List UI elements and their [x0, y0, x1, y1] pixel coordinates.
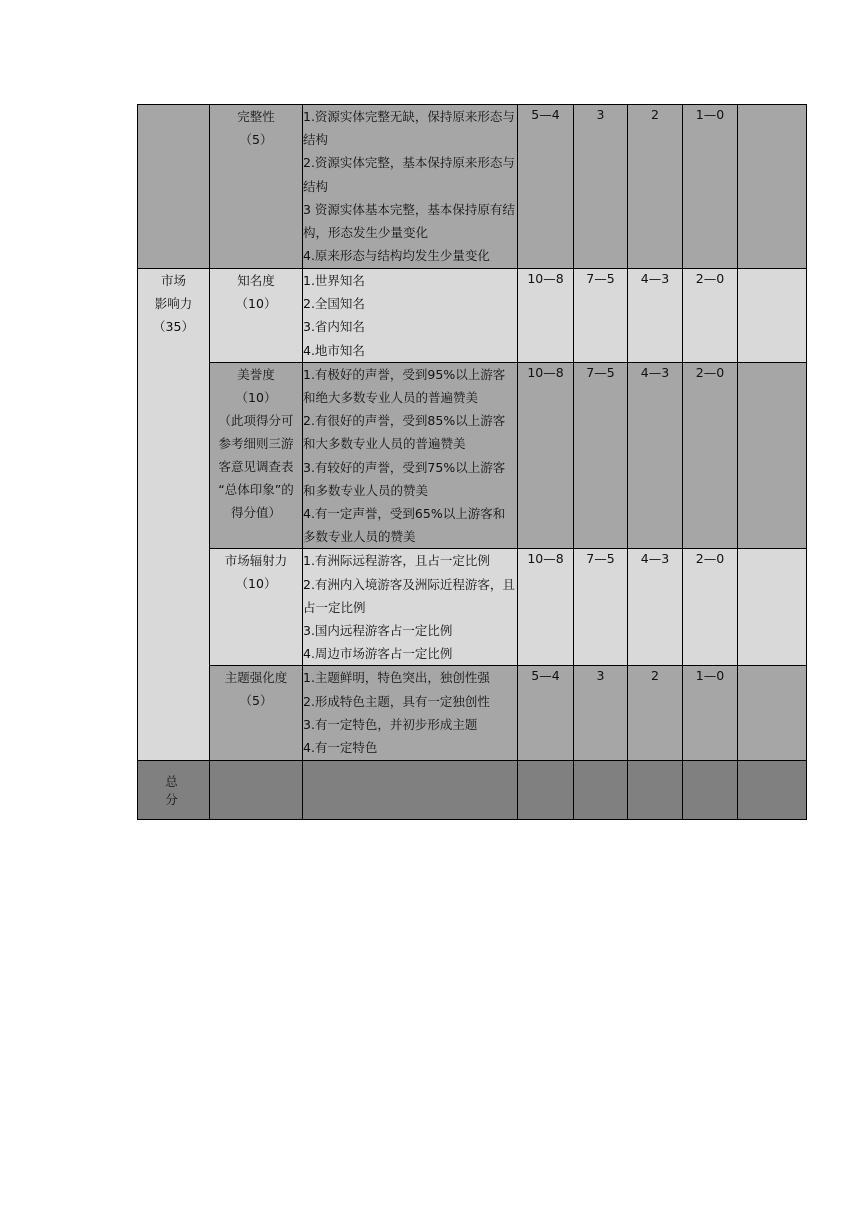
criterion: 4.有一定特色	[303, 740, 378, 756]
subitem-note: “总体印象”的	[218, 481, 294, 497]
subitem-note: 参考细则三游	[218, 435, 294, 451]
subitem-title: 完整性	[237, 109, 275, 124]
criterion: 3.国内远程游客占一定比例	[303, 623, 453, 639]
category-points: （35）	[153, 319, 194, 334]
score-cell: 10—8	[518, 549, 574, 666]
score-cell: 2—0	[683, 269, 738, 363]
criterion: 4.地市知名	[303, 342, 365, 358]
subitem-points: （5）	[239, 693, 273, 709]
score-cell: 4—3	[628, 549, 683, 666]
criterion: 4.周边市场游客占一定比例	[303, 646, 453, 662]
table-row	[138, 666, 807, 761]
score-cell: 3	[574, 105, 628, 269]
total-row	[138, 761, 807, 820]
score-cell: 5—4	[518, 105, 574, 269]
score-cell: 7—5	[574, 362, 628, 549]
blank-score-cell	[738, 105, 807, 269]
subitem-points: （10）	[235, 576, 277, 592]
score-cell: 10—8	[518, 362, 574, 549]
score-cell: 2	[628, 105, 683, 269]
criterion: 2.资源实体完整，基本保持原来形态与结构	[303, 155, 515, 194]
table-row	[138, 105, 807, 269]
score-cell: 1—0	[683, 105, 738, 269]
total-cell	[683, 761, 738, 820]
subitem-points: （5）	[239, 132, 273, 147]
criterion: 3.有较好的声誉，受到75%以上游客和多数专业人员的赞美	[303, 459, 506, 498]
criterion: 1.资源实体完整无缺，保持原来形态与结构	[303, 109, 515, 148]
criterion: 3.省内知名	[303, 319, 365, 335]
blank-score-cell	[738, 666, 807, 761]
score-cell: 2—0	[683, 549, 738, 666]
category-cell-empty	[138, 105, 210, 269]
subitem-title: 知名度	[237, 273, 275, 288]
score-cell: 10—8	[518, 269, 574, 363]
criterion: 1.主题鲜明，特色突出，独创性强	[303, 670, 490, 686]
criterion: 2.形成特色主题，具有一定独创性	[303, 693, 490, 709]
criteria-cell	[303, 269, 518, 363]
criteria-cell	[303, 549, 518, 666]
criteria-cell	[303, 105, 518, 269]
subitem-cell	[210, 549, 303, 666]
total-cell	[210, 761, 303, 820]
criterion: 2.全国知名	[303, 296, 365, 312]
blank-score-cell	[738, 362, 807, 549]
criterion: 3 资源实体基本完整，基本保持原有结构，形态发生少量变化	[303, 201, 515, 241]
score-cell: 7—5	[574, 549, 628, 666]
criteria-cell	[303, 666, 518, 761]
subitem-points: （10）	[235, 296, 277, 311]
subitem-note: 客意见调查表	[218, 458, 294, 474]
score-cell: 1—0	[683, 666, 738, 761]
category-name: 市场	[160, 273, 186, 288]
subitem-title: 主题强化度	[224, 670, 288, 686]
category-cell	[138, 269, 210, 761]
criterion: 2.有洲内入境游客及洲际近程游客，且占一定比例	[303, 576, 515, 615]
score-cell: 3	[574, 666, 628, 761]
total-label: 总 分	[138, 761, 210, 820]
criterion: 1.有极好的声誉，受到95%以上游客和绝大多数专业人员的普遍赞美	[303, 366, 506, 406]
subitem-note: （此项得分可	[218, 412, 294, 428]
total-cell	[628, 761, 683, 820]
subitem-cell	[210, 666, 303, 761]
criterion: 1.世界知名	[303, 273, 365, 288]
table-row	[138, 269, 807, 363]
criterion: 3.有一定特色，并初步形成主题	[303, 716, 478, 732]
subitem-note: 得分值）	[230, 504, 281, 520]
evaluation-table	[137, 104, 807, 820]
subitem-cell	[210, 269, 303, 363]
score-cell: 2	[628, 666, 683, 761]
subitem-cell	[210, 362, 303, 549]
subitem-title: 市场辐射力	[224, 553, 288, 569]
score-cell: 2—0	[683, 362, 738, 549]
criterion: 4.原来形态与结构均发生少量变化	[303, 248, 490, 264]
total-cell	[738, 761, 807, 820]
criterion: 2.有很好的声誉，受到85%以上游客和大多数专业人员的普遍赞美	[303, 413, 506, 452]
total-cell	[518, 761, 574, 820]
subitem-points: （10）	[235, 389, 277, 405]
score-cell: 4—3	[628, 269, 683, 363]
criteria-cell	[303, 362, 518, 549]
table-row	[138, 362, 807, 549]
table-row	[138, 549, 807, 666]
score-cell: 4—3	[628, 362, 683, 549]
total-cell	[574, 761, 628, 820]
score-cell: 5—4	[518, 666, 574, 761]
criterion: 4.有一定声誉，受到65%以上游客和多数专业人员的赞美	[303, 506, 506, 545]
subitem-title: 美誉度	[237, 366, 275, 382]
criterion: 1.有洲际远程游客，且占一定比例	[303, 553, 490, 569]
subitem-cell	[210, 105, 303, 269]
blank-score-cell	[738, 269, 807, 363]
category-name: 影响力	[154, 296, 193, 311]
blank-score-cell	[738, 549, 807, 666]
total-cell	[303, 761, 518, 820]
score-cell: 7—5	[574, 269, 628, 363]
